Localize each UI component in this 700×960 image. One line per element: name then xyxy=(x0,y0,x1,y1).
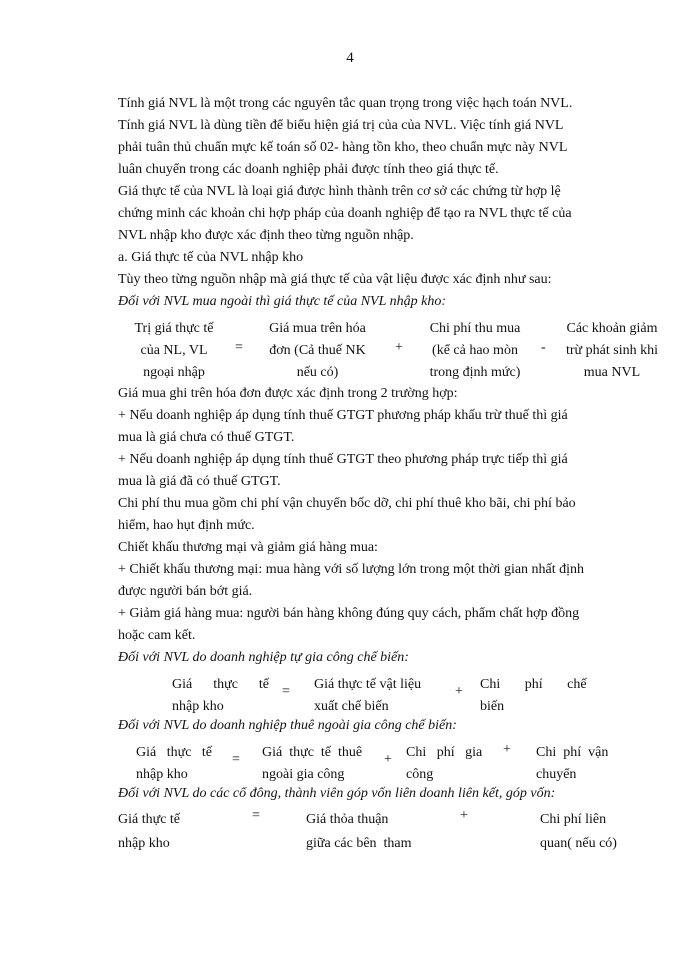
formula3-col3-line: công xyxy=(406,767,434,782)
formula2-col3 xyxy=(480,674,587,718)
section-heading-outsourced: Đối với NVL do doanh nghiệp thuê ngoài gia công chế biến: xyxy=(118,718,457,733)
formula1-minus: - xyxy=(541,340,546,355)
formula2-equals: = xyxy=(282,684,290,699)
formula1-col3 xyxy=(415,318,535,384)
section-heading-contribution: Đối với NVL do các cổ đông, thành viên góp vốn liên doanh liên kết, góp vốn: xyxy=(118,786,556,801)
formula1-col4-line: Các khoản giảm xyxy=(566,321,658,336)
paragraph-line: chứng minh các khoản chi hợp pháp của doanh nghiệp để tạo ra NVL thực tế của xyxy=(118,206,572,221)
formula1-col2-line: nếu có) xyxy=(296,365,339,380)
formula4-col1-line: Giá thực tế xyxy=(118,812,181,827)
formula2-col1-line: Giá thực tế xyxy=(172,677,270,692)
heading-text: Đối với NVL mua ngoài thì giá thực tế của NVL nhập kho xyxy=(118,294,442,309)
formula2-plus: + xyxy=(455,684,463,699)
paragraph-line: hoặc cam kết. xyxy=(118,628,196,643)
formula1-col2 xyxy=(255,318,380,384)
paragraph-line: NVL nhập kho được xác định theo từng nguồn nhập. xyxy=(118,228,414,243)
formula3-plus-1: + xyxy=(384,752,392,767)
formula4-col3 xyxy=(540,808,617,856)
formula4-plus: + xyxy=(460,808,468,823)
paragraph-line: Giá mua ghi trên hóa đơn được xác định trong 2 trường hợp: xyxy=(118,386,458,401)
paragraph-line: hiểm, hao hụt định mức. xyxy=(118,518,255,533)
formula1-col3-line: trong định mức) xyxy=(429,365,521,380)
paragraph-line: luân chuyển trong các doanh nghiệp phải được tính theo giá thực tế. xyxy=(118,162,499,177)
formula2-col3-line: Chi phí chế xyxy=(480,677,587,692)
paragraph-line: Chiết khấu thương mại và giảm giá hàng mua: xyxy=(118,540,378,555)
formula4-equals: = xyxy=(252,808,260,823)
formula1-col3-line: (kể cả hao mòn xyxy=(432,343,518,358)
formula1-col4 xyxy=(552,318,672,384)
formula1-col1-line: của NL, VL xyxy=(140,343,208,358)
paragraph-line: mua là giá đã có thuế GTGT. xyxy=(118,474,281,489)
section-heading-purchase xyxy=(118,294,446,310)
formula1-col1 xyxy=(118,318,230,384)
formula1-col2-line: đơn (Cả thuế NK xyxy=(269,343,366,358)
section-heading-self-processing: Đối với NVL do doanh nghiệp tự gia công chế biến: xyxy=(118,650,409,665)
formula3-equals: = xyxy=(232,752,240,767)
formula1-col3-line: Chi phí thu mua xyxy=(429,321,521,336)
paragraph-line: + Nếu doanh nghiệp áp dụng tính thuế GTGT phương pháp khấu trừ thuế thì giá xyxy=(118,408,568,423)
paragraph-line: Giá thực tế của NVL là loại giá được hình thành trên cơ sở các chứng từ hợp lệ xyxy=(118,184,561,199)
formula1-plus: + xyxy=(395,340,403,355)
formula4-col1-line: nhập kho xyxy=(118,836,170,851)
formula4-col1 xyxy=(118,808,180,856)
formula1-col4-line: trừ phát sinh khi xyxy=(566,343,658,358)
formula3-col1 xyxy=(136,742,212,786)
formula3-plus-2: + xyxy=(503,742,511,757)
formula3-col2-line: ngoài gia công xyxy=(262,767,345,782)
paragraph-line: phải tuân thủ chuẩn mực kế toán số 02- hàng tồn kho, theo chuẩn mực này NVL xyxy=(118,140,568,155)
formula2-col1 xyxy=(172,674,269,718)
formula2-col3-line: biến xyxy=(480,699,505,714)
paragraph-line: được người bán bớt giá. xyxy=(118,584,253,599)
paragraph-line: + Nếu doanh nghiệp áp dụng tính thuế GTGT theo phương pháp trực tiếp thì giá xyxy=(118,452,568,467)
paragraph-line: + Chiết khấu thương mại: mua hàng với số lượng lớn trong một thời gian nhất định xyxy=(118,562,585,577)
subsection-heading: a. Giá thực tế của NVL nhập kho xyxy=(118,250,304,265)
formula3-col1-line: Giá thực tế xyxy=(136,745,213,760)
page-number: 4 xyxy=(346,50,354,66)
formula2-col2-line: xuất chế biến xyxy=(314,699,389,714)
formula3-col1-line: nhập kho xyxy=(136,767,188,782)
paragraph-line: + Giảm giá hàng mua: người bán hàng không đúng quy cách, phẩm chất hợp đồng xyxy=(118,606,580,621)
formula2-col1-line: nhập kho xyxy=(172,699,224,714)
formula2-col2-line: Giá thực tế vật liệu xyxy=(314,677,422,692)
formula3-col4 xyxy=(536,742,608,786)
formula4-col2 xyxy=(306,808,412,856)
paragraph-line: mua là giá chưa có thuế GTGT. xyxy=(118,430,295,445)
formula2-col2 xyxy=(314,674,421,718)
formula3-col2 xyxy=(262,742,362,786)
formula1-col1-line: ngoại nhập xyxy=(143,365,205,380)
formula4-col2-line: Giá thỏa thuận xyxy=(306,812,389,827)
formula1-col4-line: mua NVL xyxy=(583,365,641,380)
formula3-col4-line: chuyển xyxy=(536,767,577,782)
heading-colon: : xyxy=(441,294,447,309)
formula3-col2-line: Giá thực tế thuê xyxy=(262,745,363,760)
formula1-equals: = xyxy=(235,340,243,355)
formula3-col3 xyxy=(406,742,482,786)
formula1-col2-line: Giá mua trên hóa xyxy=(269,321,366,336)
formula4-col2-line: giữa các bên tham xyxy=(306,836,412,851)
formula4-col3-line: quan( nếu có) xyxy=(540,836,617,851)
formula3-col4-line: Chi phí vận xyxy=(536,745,609,760)
formula1-col1-line: Trị giá thực tế xyxy=(134,321,214,336)
formula4-col3-line: Chi phí liên xyxy=(540,812,607,827)
paragraph-line: Tính giá NVL là dùng tiền để biểu hiện giá trị của của NVL. Việc tính giá NVL xyxy=(118,118,564,133)
paragraph-line: Tùy theo từng nguồn nhập mà giá thực tế của vật liệu được xác định như sau: xyxy=(118,272,552,287)
paragraph-line: Chi phí thu mua gồm chi phí vận chuyển bốc dỡ, chi phí thuê kho bãi, chi phí bảo xyxy=(118,496,576,511)
formula3-col3-line: Chi phí gia xyxy=(406,745,483,760)
paragraph-line: Tính giá NVL là một trong các nguyên tắc quan trọng trong việc hạch toán NVL. xyxy=(118,96,573,111)
